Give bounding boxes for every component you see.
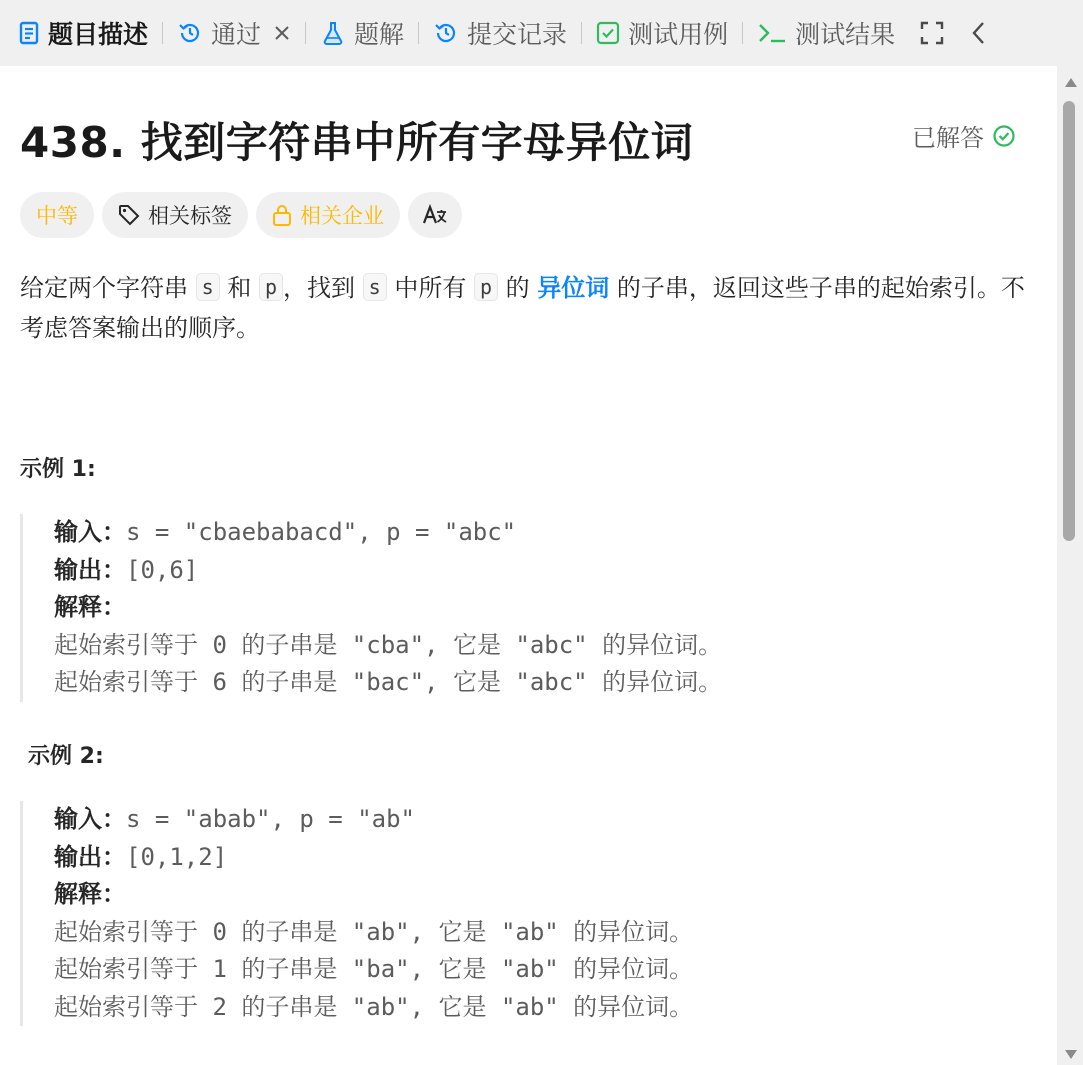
chevron-left-icon[interactable] bbox=[971, 20, 987, 46]
output-label: 输出： bbox=[54, 555, 126, 584]
close-icon[interactable] bbox=[273, 24, 291, 42]
tab-bar bbox=[0, 0, 1083, 66]
input-label: 输入： bbox=[54, 805, 126, 833]
desc-text: ，找到 bbox=[283, 274, 363, 302]
divider bbox=[418, 22, 419, 44]
translate-button[interactable] bbox=[408, 192, 462, 238]
divider bbox=[305, 22, 306, 44]
example-2-block bbox=[20, 801, 693, 1026]
related-companies-button[interactable] bbox=[256, 192, 400, 238]
example-1-title: 示例 1: bbox=[20, 457, 96, 482]
explain-label: 解释： bbox=[54, 880, 126, 908]
explain-line: 起始索引等于 1 的子串是 "ba", 它是 "ab" 的异位词。 bbox=[54, 955, 694, 983]
explain-line: 起始索引等于 0 的子串是 "ab", 它是 "ab" 的异位词。 bbox=[54, 917, 694, 946]
related-tags-label: 相关标签 bbox=[148, 204, 232, 228]
anagram-link[interactable]: 异位词 bbox=[537, 274, 610, 302]
related-companies-label: 相关企业 bbox=[300, 204, 384, 228]
description-icon bbox=[18, 21, 40, 45]
scroll-down-arrow-icon[interactable] bbox=[1065, 1050, 1077, 1059]
tab-submissions-label: 提交记录 bbox=[467, 20, 568, 49]
tab-test-result[interactable] bbox=[757, 13, 895, 53]
related-tags-button[interactable] bbox=[102, 192, 248, 238]
inline-code: s bbox=[196, 273, 220, 301]
tab-testcase[interactable] bbox=[596, 13, 728, 53]
chip-row bbox=[20, 192, 462, 238]
example-output: [0,6] bbox=[126, 555, 199, 584]
input-label: 输入： bbox=[54, 518, 126, 546]
example-input: s = "cbaebabacd", p = "abc" bbox=[126, 518, 517, 546]
divider bbox=[162, 22, 163, 44]
inline-code: s bbox=[363, 273, 387, 301]
history-icon bbox=[177, 20, 203, 46]
check-circle-icon bbox=[992, 124, 1016, 148]
terminal-icon bbox=[757, 21, 787, 45]
explain-line: 起始索引等于 0 的子串是 "cba", 它是 "abc" 的异位词。 bbox=[54, 630, 723, 659]
history-icon bbox=[433, 20, 459, 46]
tab-testcase-label: 测试用例 bbox=[628, 20, 729, 49]
translate-icon bbox=[422, 203, 448, 227]
inline-code: p bbox=[259, 273, 283, 301]
solved-status bbox=[912, 118, 1016, 153]
example-2-title: 示例 2: bbox=[28, 744, 104, 769]
problem-description bbox=[20, 268, 1030, 348]
example-1-block bbox=[20, 514, 722, 702]
problem-title: 438. 找到字符串中所有字母异位词 bbox=[20, 118, 694, 167]
divider bbox=[742, 22, 743, 44]
scroll-up-arrow-icon[interactable] bbox=[1065, 78, 1077, 87]
problem-panel bbox=[0, 66, 1057, 1065]
desc-text: 的子串，返回这些子串的起始索引。不考虑答案输出的顺序。 bbox=[20, 274, 1025, 342]
tag-icon bbox=[118, 204, 140, 226]
solved-label: 已解答 bbox=[912, 124, 984, 152]
tab-description-label: 题目描述 bbox=[48, 20, 149, 49]
output-label: 输出： bbox=[54, 842, 126, 871]
difficulty-badge: 中等 bbox=[20, 192, 94, 238]
tab-solution-label: 题解 bbox=[354, 20, 405, 49]
desc-text: 给定两个字符串 bbox=[20, 274, 196, 302]
desc-text: 的 bbox=[498, 274, 538, 302]
explain-line: 起始索引等于 6 的子串是 "bac", 它是 "abc" 的异位词。 bbox=[54, 668, 723, 696]
flask-icon bbox=[320, 20, 346, 46]
tab-description[interactable] bbox=[18, 13, 148, 53]
desc-text: 中所有 bbox=[386, 274, 474, 302]
explain-label: 解释： bbox=[54, 593, 126, 621]
tab-status[interactable] bbox=[177, 13, 291, 53]
lock-icon bbox=[272, 204, 292, 226]
tab-solution[interactable] bbox=[320, 13, 404, 53]
fullscreen-icon[interactable] bbox=[919, 20, 945, 46]
inline-code: p bbox=[474, 273, 498, 301]
tab-submissions[interactable] bbox=[433, 13, 567, 53]
scrollbar-thumb[interactable] bbox=[1063, 101, 1075, 541]
desc-text: 和 bbox=[219, 274, 259, 302]
example-output: [0,1,2] bbox=[126, 842, 228, 871]
tab-test-result-label: 测试结果 bbox=[795, 20, 896, 49]
example-input: s = "abab", p = "ab" bbox=[126, 805, 415, 833]
vertical-scrollbar[interactable] bbox=[1057, 66, 1083, 1065]
tab-status-label: 通过 bbox=[211, 20, 262, 49]
divider bbox=[581, 22, 582, 44]
checkbox-icon bbox=[596, 21, 620, 45]
explain-line: 起始索引等于 2 的子串是 "ab", 它是 "ab" 的异位词。 bbox=[54, 992, 694, 1021]
